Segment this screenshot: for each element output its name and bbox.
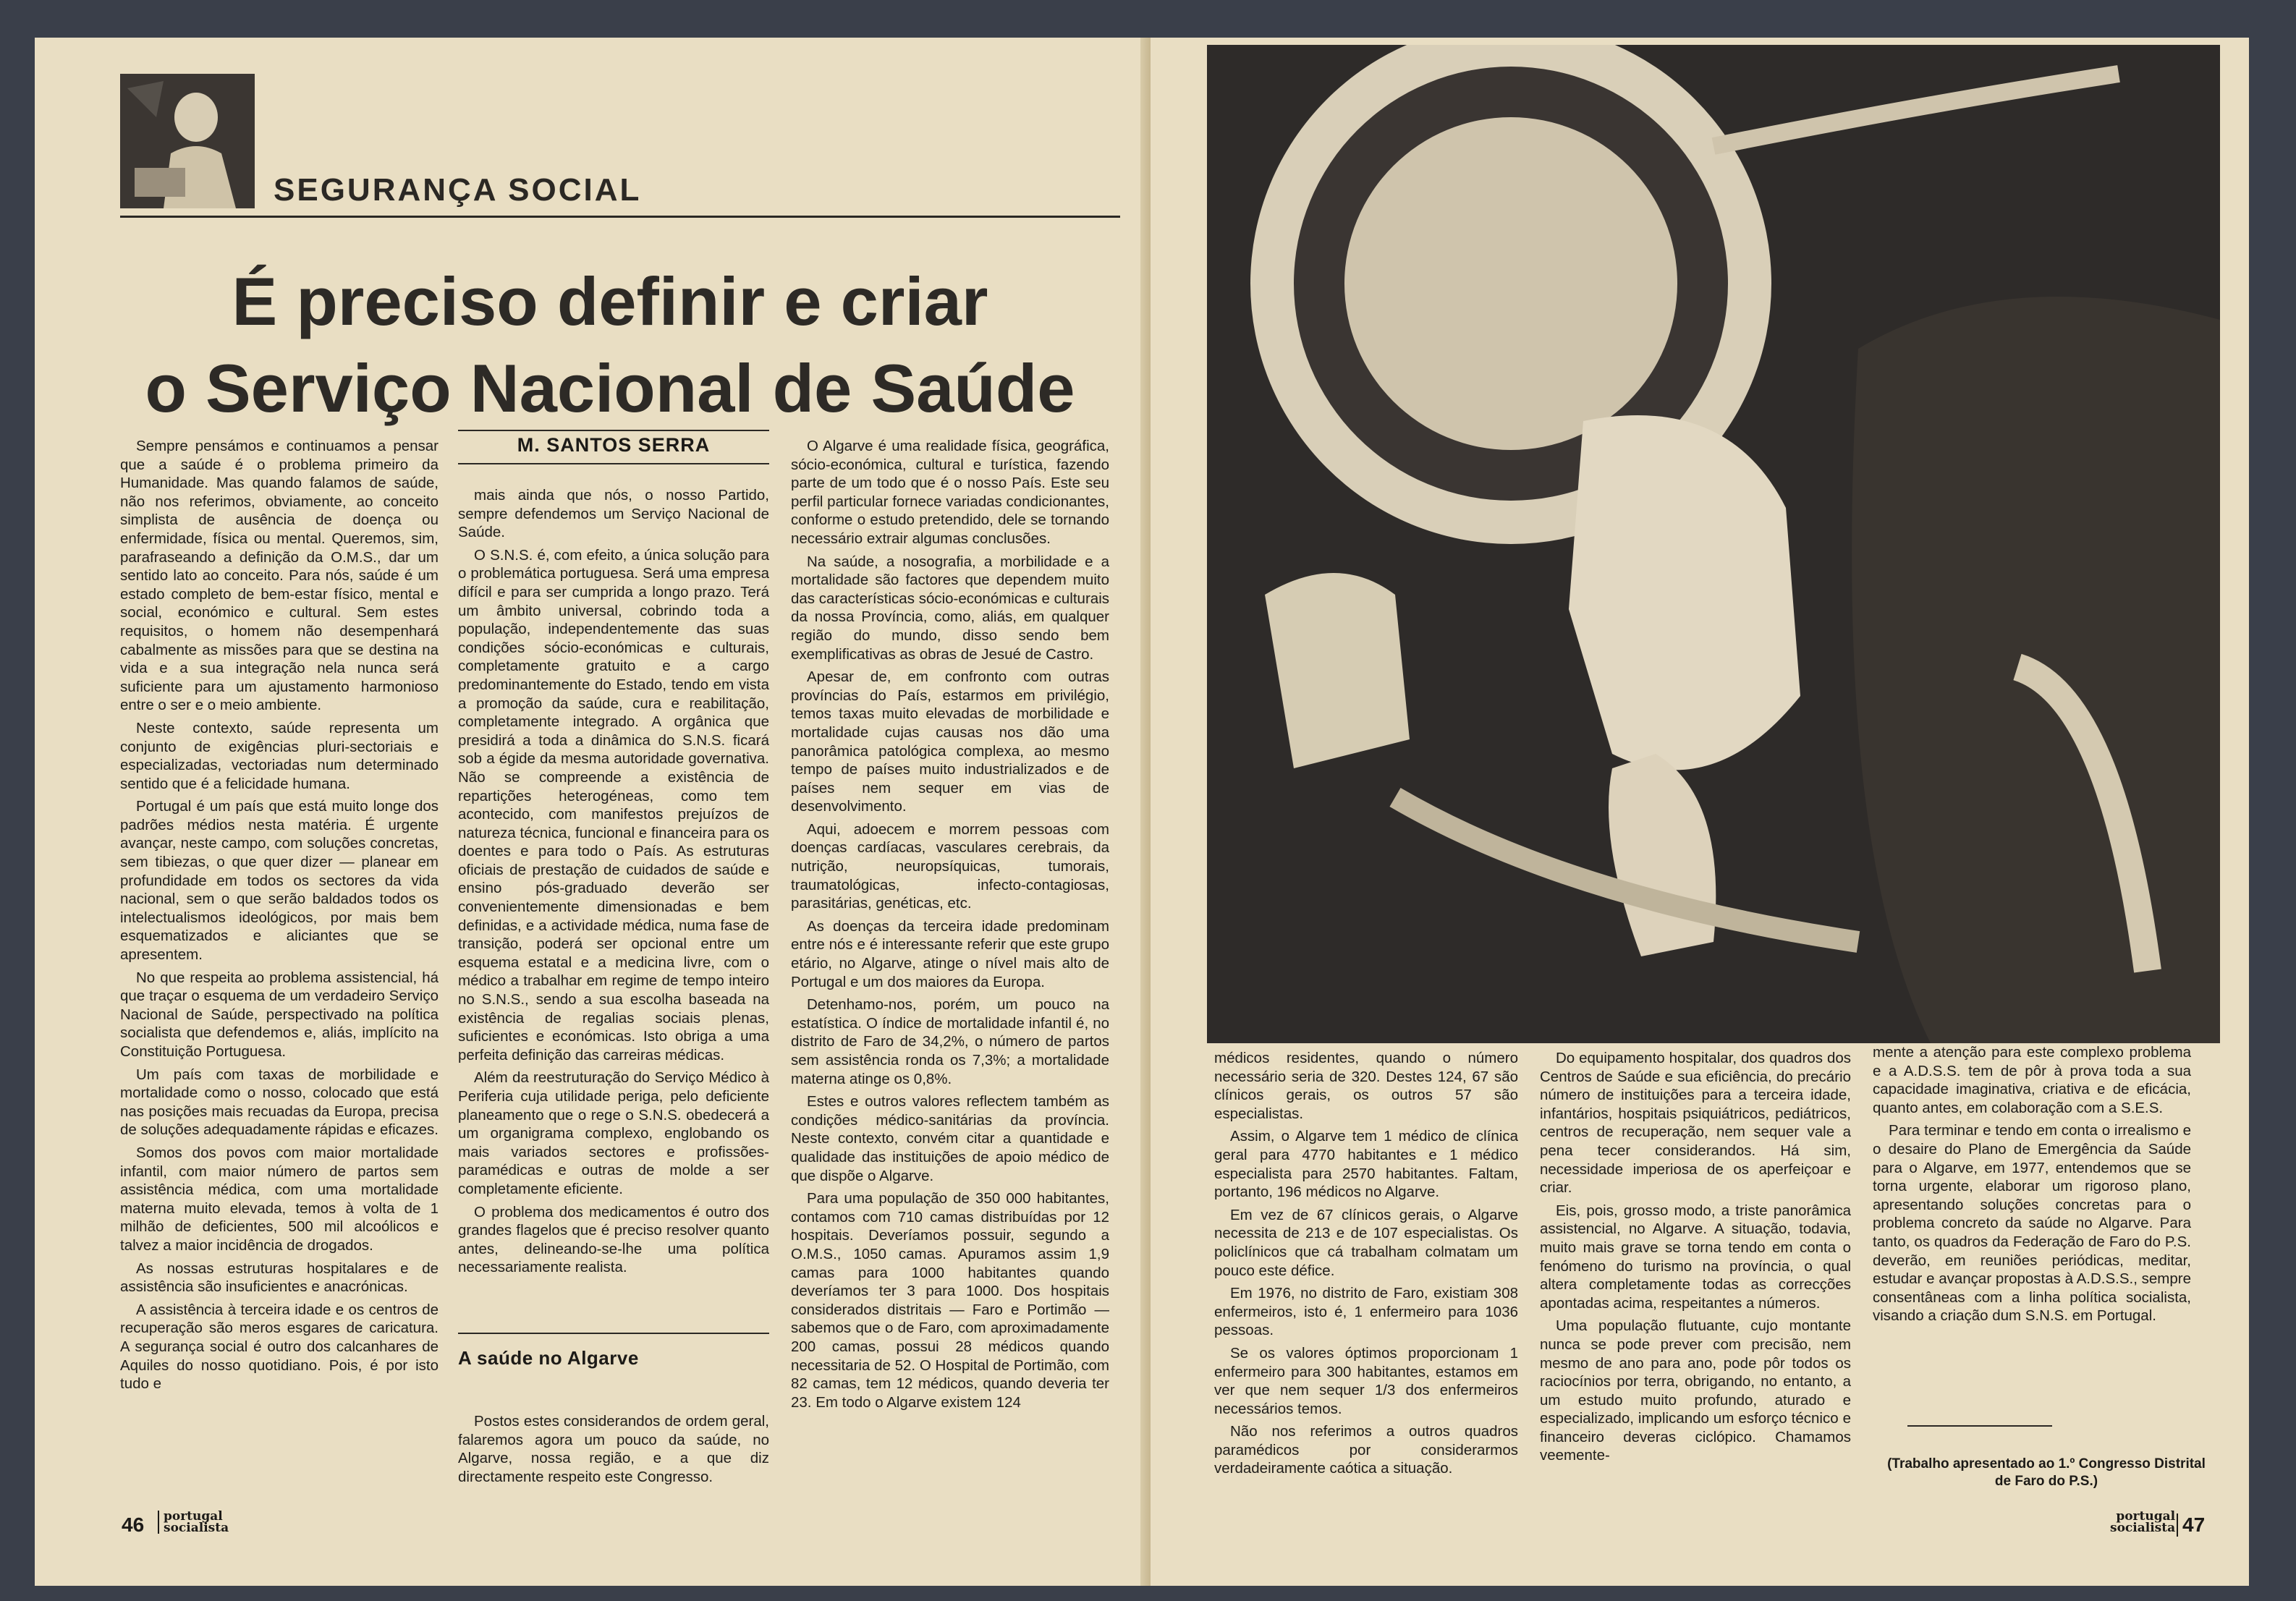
paragraph: O problema dos medicamentos é outro dos grandes flagelos que é preciso resolver quanto antes, delineando-se-lhe uma política necessariamente realista. <box>458 1203 769 1276</box>
paragraph: Somos dos povos com maior mortalidade infantil, com maior número de partos sem assistência médica, com uma mortalidade materna muito elevada, temos à volta de 1 milhão de deficientes, 500 mil alcoólicos e talvez a maior incidência de drogados. <box>120 1144 439 1254</box>
paragraph: Postos estes considerandos de ordem geral, falaremos agora um pouco da saúde, no Algarve, nossa região, e a que diz directamente respeito este Congresso. <box>458 1413 769 1485</box>
paragraph: médicos residentes, quando o número necessário seria de 320. Destes 124, 67 são clínicos gerais, os outros 57 são especialistas. <box>1214 1050 1518 1122</box>
byline-rule-top <box>458 430 769 431</box>
paragraph: Um país com taxas de morbilidade e mortalidade como o nosso, colocado que está nas posições mais recuadas da Europa, precisa de soluções adequadamente rápidas e eficazes. <box>120 1066 439 1139</box>
paragraph: Para uma população de 350 000 habitantes, contamos com 710 camas distribuídas por 12 hospitais. Deveríamos possuir, segundo a O.M.S., 1050 camas. Apuramos assim 1,9 camas para 1000 habitantes quando deveríamos ter 3 para 1000. Dos hospitais considerados distritais — Faro e Portimão — sabemos que o de Faro, com aproximadamente 200 camas, possui 28 médicos quando necessitaria de 52. O Hospital de Portimão, com 82 camas, tem 12 médicos, quando deveria ter 23. Em todo o Algarve existem 124 <box>791 1190 1109 1411</box>
paragraph: Detenhamo-nos, porém, um pouco na estatística. O índice de mortalidade infantil é, no distrito de Faro de 34,2%, o número de partos sem assistência ronda os 7,3%; a mortalidade materna atinge os 0,8%. <box>791 996 1109 1087</box>
paragraph: Aqui, adoecem e morrem pessoas com doenças cardíacas, vasculares cerebrais, da nutrição, neuropsíquicas, tumorais, traumatológicas, infecto-contagiosas, parasitárias, genéticas, etc. <box>791 820 1109 912</box>
paragraph: Assim, o Algarve tem 1 médico de clínica geral para 4770 habitantes e 1 médico especialista para 2570 habitantes. Faltam, portanto, 196 médicos no Algarve. <box>1214 1128 1518 1201</box>
paragraph: Na saúde, a nosografia, a morbilidade e a mortalidade são factores que dependem muito das características sócio-económicas e culturais da nossa Província, como, aliás, em qualquer região do mundo, disso sendo bem exemplificativas as obras de Jesué de Castro. <box>791 553 1109 663</box>
paragraph: Se os valores óptimos proporcionam 1 enfermeiro para 300 habitantes, estamos em ver que nem sequer 1/3 dos enfermeiros necessários temos. <box>1214 1344 1518 1417</box>
paragraph: O Algarve é uma realidade física, geográfica, sócio-económica, cultural e turística, fazendo parte de um todo que é o nosso País. Este seu perfil particular fornece variadas condicionantes, conforme o estudo pretendido, dele se tornando necessário extrair algumas conclusões. <box>791 438 1109 547</box>
page-left <box>35 38 1151 1586</box>
paragraph: Portugal é um país que está muito longe dos padrões médios nesta matéria. É urgente avançar, neste campo, com soluções concretas, sem tibiezas, o que quer dizer — planear em profundidade em todos os sectores da vida nacional, sem o que serão baldados todos os intelectualismos ideológicos, por mais bem esquematizados e aliciantes que se apresentem. <box>120 798 439 964</box>
left-column-3 <box>791 437 1109 1416</box>
paragraph: Neste contexto, saúde representa um conjunto de exigências pluri-sectoriais e especializadas, vectoriadas num determinado sentido que é a felicidade humana. <box>120 719 439 792</box>
paragraph: Sempre pensámos e continuamos a pensar que a saúde é o problema primeiro da Humanidade. Mas quando falamos de saúde, não nos referimos, obviamente, ao conceito simplista de ausência de doença ou enfermidade, física ou mental. Queremos, sim, parafraseando a definição da O.M.S., dar um sentido lato ao conceito. Para nós, saúde é um estado completo de bem-estar físico, mental e social, económico e cultural. Sem estes requisitos, o homem não desempenhará cabalmente as missões para que se destina na vida e a sua integração nela nunca será suficiente para um ajustamento harmonioso entre o ser e o meio ambiente. <box>120 438 439 714</box>
subhead-rule <box>458 1333 769 1334</box>
brand-top: portugal <box>2116 1509 2176 1524</box>
paragraph: Uma população flutuante, cujo montante nunca se pode prever com precisão, nem mesmo de ano para ano, pode pôr todos os raciocínios por terra, obrigando, no entanto, a um estudo muito profundo, aturado e especializado, implicando um esforço técnico e financeiro deveras ciclópico. Chamamos veemente- <box>1540 1317 1851 1464</box>
paragraph: As nossas estruturas hospitalares e de assistência são insuficientes e anacrónicas. <box>120 1260 439 1296</box>
section-rule <box>120 216 1120 218</box>
paragraph: Para terminar e tendo em conta o irrealismo e o desaire do Plano de Emergência da Saúde para o Algarve, em 1977, entendemos que se torna urgente, elaborar um rigoroso plano, apresentando soluções concretas para o problema concreto da saúde no Algarve. Para tanto, os quadros da Federação de Faro do P.S. deverão, em reuniões periódicas, meditar, estudar e avançar propostas à A.D.S.S., sempre consentâneas com a linha política socialista, visando a criação dum S.N.S. em Portugal. <box>1873 1122 2191 1325</box>
paragraph: As doenças da terceira idade predominam entre nós e é interessante referir que este grupo etário, no Algarve, atinge o nível mais alto de Portugal e um dos maiores da Europa. <box>791 917 1109 990</box>
paragraph: mente a atenção para este complexo problema e a A.D.S.S. tem de pôr à prova toda a sua capacidade imaginativa, criativa e de eficácia, quanto antes, em colaboração com a S.E.S. <box>1873 1044 2191 1116</box>
headline-line-2: o Serviço Nacional de Saúde <box>145 350 1075 426</box>
paragraph: Apesar de, em confronto com outras províncias do País, estarmos em privilégio, temos taxas muito elevadas de morbilidade e mortalidade cujas causas nos dão uma panorâmica patológica complexa, ao mesmo tempo de países muito industrializados e de países nem sequer em vias de desenvolvimento. <box>791 668 1109 815</box>
paragraph: Eis, pois, grosso modo, a triste panorâmica assistencial, no Algarve. A situação, todavia, muito mais grave se torna tendo em conta o fenómeno do turismo na província, o qual altera completamente todas as correcções apontadas acima, respeitantes a números. <box>1540 1202 1851 1312</box>
byline-rule-bottom <box>458 463 769 464</box>
headline <box>129 258 1091 432</box>
brand-logo-right <box>2110 1511 2175 1534</box>
end-rule <box>1907 1425 2052 1427</box>
left-column-1 <box>120 437 439 1398</box>
subhead: A saúde no Algarve <box>458 1347 639 1369</box>
paragraph: Do equipamento hospitalar, dos quadros dos Centros de Saúde e sua eficiência, do precário número de instituições para a terceira idade, infantários, hospitais psiquiátricos, pediátricos, centros de recuperação, nem sequer vale a pena tecer considerandos. Há sim, necessidade imperiosa de os aperfeiçoar e criar. <box>1540 1050 1851 1197</box>
paragraph: Em 1976, no distrito de Faro, existiam 308 enfermeiros, isto é, 1 enfermeiro para 1036 pessoas. <box>1214 1285 1518 1339</box>
right-column-3 <box>1873 1043 2191 1330</box>
brand-bottom: socialista <box>2110 1521 2176 1535</box>
brand-bottom: socialista <box>164 1521 229 1535</box>
page-number-right: 47 <box>2177 1513 2205 1537</box>
surgeon-thumbnail-icon <box>120 74 255 208</box>
paragraph: Não nos referimos a outros quadros paramédicos por considerarmos verdadeiramente caótica a situação. <box>1214 1423 1518 1477</box>
byline: M. SANTOS SERRA <box>517 434 711 456</box>
magazine-spread <box>35 38 2249 1586</box>
section-title: SEGURANÇA SOCIAL <box>274 172 642 208</box>
credit-note: (Trabalho apresentado ao 1.º Congresso Distrital de Faro do P.S.) <box>1887 1456 2206 1489</box>
paragraph: A assistência à terceira idade e os centros de recuperação são meros esgares de caricatura. A segurança social é outro dos calcanhares de Aquiles do nosso quotidiano. Pois, é por isto tudo e <box>120 1301 439 1393</box>
brand-logo-left <box>158 1511 229 1534</box>
left-column-2 <box>458 486 769 1281</box>
left-column-2b <box>458 1412 769 1490</box>
paragraph: O S.N.S. é, com efeito, a única solução para o problemática portuguesa. Será uma empresa difícil e para ser cumprida a longo prazo. Terá um âmbito universal, cobrindo toda a população, independentemente das suas condições sócio-económicas e culturais, completamente gratuito e a cargo predominantemente do Estado, tendo em vista a promoção da saúde, cura e reabilitação, completamente integrado. A orgânica que presidirá a toda a dinâmica do S.N.S. ficará sob a égide da mesma autoridade governativa. Não se compreende a existência de repartições heterogéneas, como tem acontecido, com manifestos prejuízos de natureza técnica, funcional e financeira para os doentes e para todo o País. As estruturas oficiais de prestação de cuidados de saúde e ensino pós-graduado deverão ser convenientemente dimensionadas e bem definidas, e a actividade médica, numa fase de transição, poderá ser opcional entre um esquema estatal e a medicina livre, com o médico a trabalhar em regime de tempo inteiro no S.N.S., sendo a sua escolha baseada na existência de regalias sociais plenas, suficientes e económicas. Isto obriga a uma perfeita definição das carreiras médicas. <box>458 546 769 1063</box>
paragraph: Estes e outros valores reflectem também as condições médico-sanitárias da província. Neste contexto, convém citar a quantidade e qualidade das instituições de apoio médico de que dispõe o Algarve. <box>791 1093 1109 1184</box>
brand-top: portugal <box>164 1509 223 1524</box>
paragraph: Em vez de 67 clínicos gerais, o Algarve necessita de 213 e de 107 especialistas. Os policlínicos que cá trabalham colmatam um pouco este défice. <box>1214 1206 1518 1279</box>
right-column-1 <box>1214 1049 1518 1482</box>
paragraph: mais ainda que nós, o nosso Partido, sempre defendemos um Serviço Nacional de Saúde. <box>458 487 769 541</box>
headline-line-1: É preciso definir e criar <box>232 263 988 339</box>
surgery-photo-icon <box>1207 45 2220 1043</box>
paragraph: Além da reestruturação do Serviço Médico à Periferia cuja utilidade periga, pelo deficiente planeamento que o rege o S.N.S. obedecerá a um organigrama complexo, englobando os mais variados sectores e profissões-paramédicas e outras de molde a ser completamente eficiente. <box>458 1069 769 1197</box>
right-column-2 <box>1540 1049 1851 1469</box>
paragraph: No que respeita ao problema assistencial, há que traçar o esquema de um verdadeiro Serviço Nacional de Saúde, perspectivado na política socialista que defendemos e, aliás, implícito na Constituição Portuguesa. <box>120 969 439 1060</box>
page-number-left: 46 <box>122 1513 145 1536</box>
